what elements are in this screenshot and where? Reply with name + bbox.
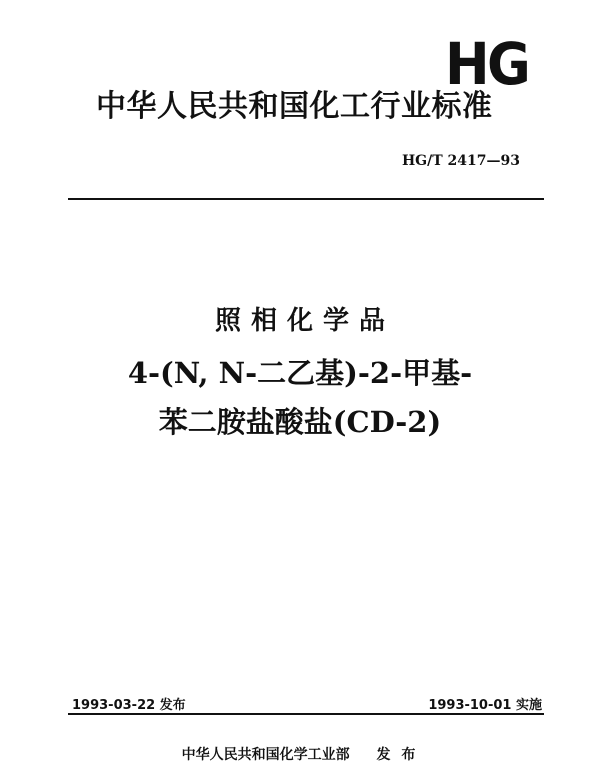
hg-logo: HG [445,30,528,98]
bottom-divider [68,713,544,715]
document-title-line-1: 照相化学品 [214,306,395,336]
document-title-line-3: 苯二胺盐酸盐(CD-2) [158,405,442,439]
issuer-action: 发 布 [376,747,419,763]
top-divider [68,198,544,200]
standard-category-title: 中华人民共和国化工行业标准 [96,89,493,124]
standard-code: HG/T 2417—93 [401,153,520,169]
effective-date: 1993-10-01 实施 [428,698,542,713]
document-title-line-2: 4-(N, N-二乙基)-2-甲基- [127,356,473,390]
issuer-name: 中华人民共和国化学工业部 [181,747,350,763]
issue-date: 1993-03-22 发布 [72,698,186,713]
issuer-block [0,744,600,764]
